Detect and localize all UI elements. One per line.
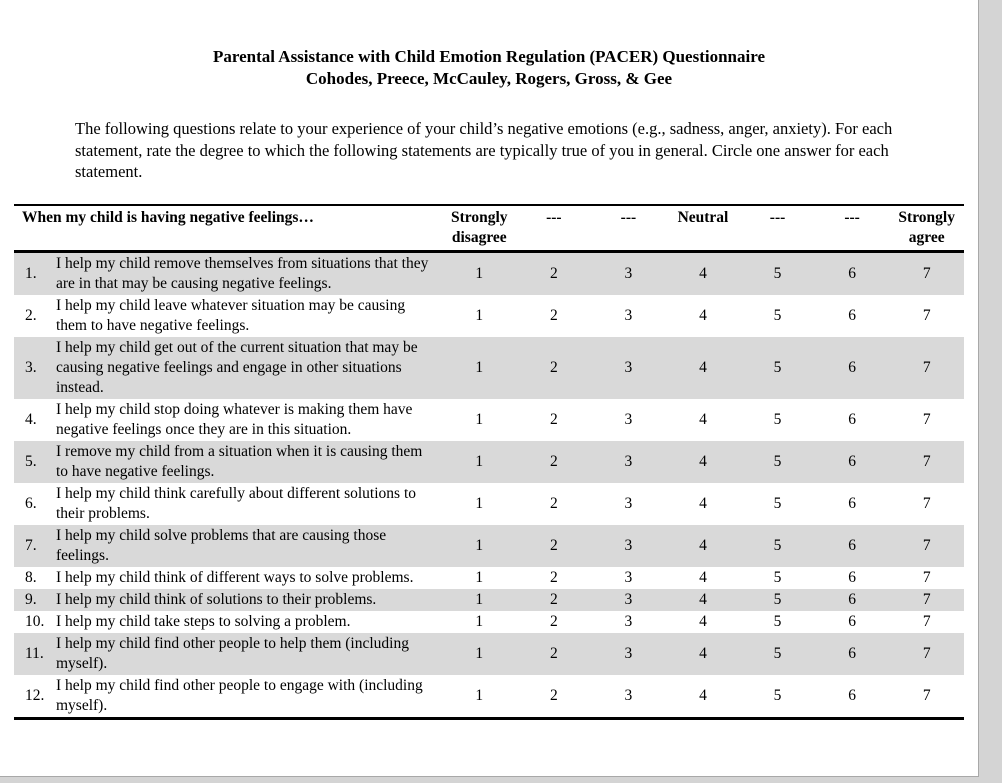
doc-title: Parental Assistance with Child Emotion Regulation (PACER) Questionnaire (212, 47, 766, 66)
question-number: 8. (25, 568, 37, 586)
rating-option-2[interactable]: 2 (549, 644, 558, 662)
rating-option-5[interactable]: 5 (773, 494, 782, 512)
rating-option-1[interactable]: 1 (475, 410, 484, 428)
rating-option-2[interactable]: 2 (549, 306, 558, 324)
question-statement: I help my child find other people to help them (including myself). (56, 634, 409, 672)
rating-option-1[interactable]: 1 (475, 264, 484, 282)
rating-option-3[interactable]: 3 (624, 644, 633, 662)
rating-option-6[interactable]: 6 (848, 568, 856, 586)
rating-option-3[interactable]: 3 (624, 358, 633, 376)
question-row (14, 567, 964, 589)
rating-option-5[interactable]: 5 (773, 612, 782, 630)
rating-option-5[interactable]: 5 (773, 686, 782, 704)
rating-option-5[interactable]: 5 (773, 306, 782, 324)
question-row (14, 441, 964, 483)
rating-option-3[interactable]: 3 (624, 536, 633, 554)
question-statement: I help my child remove themselves from situations that they are in that may be causing negative feelings. (56, 254, 429, 292)
rating-option-4[interactable]: 4 (699, 686, 707, 704)
question-row (14, 483, 964, 525)
rating-option-3[interactable]: 3 (624, 452, 633, 470)
rating-option-3[interactable]: 3 (624, 264, 633, 282)
rating-option-2[interactable]: 2 (549, 494, 558, 512)
question-number: 11. (25, 644, 44, 662)
rating-option-1[interactable]: 1 (475, 568, 484, 586)
rating-option-5[interactable]: 5 (773, 358, 782, 376)
rating-option-2[interactable]: 2 (549, 590, 558, 608)
scale-header-dash-2: --- (546, 208, 562, 226)
question-number: 5. (25, 452, 37, 470)
doc-authors: Cohodes, Preece, McCauley, Rogers, Gross, & Gee (305, 69, 673, 88)
rating-option-4[interactable]: 4 (699, 358, 707, 376)
rating-option-1[interactable]: 1 (475, 358, 484, 376)
rating-option-4[interactable]: 4 (699, 612, 707, 630)
rating-option-6[interactable]: 6 (848, 494, 856, 512)
title-block (0, 46, 978, 90)
rating-option-7[interactable]: 7 (922, 590, 931, 608)
rating-option-5[interactable]: 5 (773, 264, 782, 282)
rating-option-5[interactable]: 5 (773, 590, 782, 608)
rating-option-6[interactable]: 6 (848, 686, 856, 704)
rating-option-7[interactable]: 7 (922, 264, 931, 282)
statement-header: When my child is having negative feelings… (22, 208, 314, 226)
rating-option-1[interactable]: 1 (475, 494, 484, 512)
rating-option-6[interactable]: 6 (848, 590, 856, 608)
question-number: 3. (25, 358, 37, 376)
rating-option-2[interactable]: 2 (549, 686, 558, 704)
question-statement: I help my child think carefully about different solutions to their problems. (56, 484, 417, 522)
question-row (14, 399, 964, 441)
scale-header-dash-5: --- (769, 208, 786, 226)
rating-option-7[interactable]: 7 (922, 612, 931, 630)
rating-option-7[interactable]: 7 (922, 410, 931, 428)
question-number: 2. (25, 306, 37, 324)
scale-header-neutral: Neutral (677, 208, 729, 226)
question-statement: I help my child leave whatever situation may be causing them to have negative feelings. (56, 296, 406, 334)
rating-option-4[interactable]: 4 (699, 410, 707, 428)
rating-option-7[interactable]: 7 (922, 536, 931, 554)
rating-option-5[interactable]: 5 (773, 644, 782, 662)
rating-option-6[interactable]: 6 (848, 306, 856, 324)
rating-option-4[interactable]: 4 (699, 536, 707, 554)
question-row (14, 633, 964, 675)
question-number: 9. (25, 590, 37, 608)
rating-option-4[interactable]: 4 (699, 568, 707, 586)
scale-header-dash-6: --- (844, 208, 860, 226)
question-row (14, 337, 964, 399)
question-number: 6. (25, 494, 37, 512)
questionnaire-table (14, 204, 964, 720)
rating-option-2[interactable]: 2 (549, 264, 558, 282)
rating-option-2[interactable]: 2 (549, 452, 558, 470)
scale-header-strongly-agree: Strongly agree (898, 208, 955, 246)
question-row (14, 589, 964, 611)
question-rows (14, 251, 964, 718)
rating-option-5[interactable]: 5 (773, 452, 782, 470)
rating-option-1[interactable]: 1 (475, 612, 484, 630)
question-statement: I help my child think of solutions to their problems. (56, 590, 377, 608)
scale-header-dash-3: --- (620, 208, 637, 226)
rating-option-7[interactable]: 7 (922, 686, 931, 704)
question-row (14, 251, 964, 295)
rating-option-1[interactable]: 1 (475, 306, 484, 324)
rating-option-3[interactable]: 3 (624, 494, 633, 512)
rating-option-1[interactable]: 1 (475, 590, 484, 608)
rating-option-4[interactable]: 4 (699, 306, 707, 324)
question-statement: I help my child stop doing whatever is making them have negative feelings once they are in this situation. (56, 400, 413, 438)
intro-paragraph: The following questions relate to your experience of your child’s negative emotions (e.g., sadness, anger, anxiety). For each statement, rate the degree to which the following statements are typically true of you in general. Circle one answer for each statement. (75, 119, 893, 181)
question-number: 4. (25, 410, 37, 428)
rating-option-6[interactable]: 6 (848, 358, 856, 376)
rating-option-7[interactable]: 7 (922, 358, 931, 376)
question-row (14, 675, 964, 719)
rating-option-4[interactable]: 4 (699, 452, 707, 470)
rating-option-1[interactable]: 1 (475, 536, 484, 554)
rating-option-5[interactable]: 5 (773, 568, 782, 586)
question-statement: I help my child get out of the current situation that may be causing negative feelings and engage in other situations instead. (56, 338, 418, 396)
rating-option-4[interactable]: 4 (699, 590, 707, 608)
rating-option-7[interactable]: 7 (922, 306, 931, 324)
rating-option-3[interactable]: 3 (624, 410, 633, 428)
rating-option-1[interactable]: 1 (475, 686, 484, 704)
question-row (14, 525, 964, 567)
rating-option-6[interactable]: 6 (848, 536, 856, 554)
rating-option-3[interactable]: 3 (624, 590, 633, 608)
rating-option-3[interactable]: 3 (624, 612, 633, 630)
question-statement: I help my child think of different ways to solve problems. (56, 568, 414, 586)
rating-option-6[interactable]: 6 (848, 612, 856, 630)
rating-option-7[interactable]: 7 (922, 644, 931, 662)
rating-option-6[interactable]: 6 (848, 452, 856, 470)
scale-header-strongly-disagree: Strongly disagree (451, 208, 508, 246)
question-number: 10. (25, 612, 45, 630)
rating-option-4[interactable]: 4 (699, 644, 707, 662)
rating-option-2[interactable]: 2 (549, 568, 558, 586)
question-statement: I help my child take steps to solving a problem. (56, 612, 351, 630)
rating-option-6[interactable]: 6 (848, 410, 856, 428)
question-row (14, 295, 964, 337)
rating-option-7[interactable]: 7 (922, 568, 931, 586)
rating-option-3[interactable]: 3 (624, 686, 633, 704)
rating-option-2[interactable]: 2 (549, 410, 558, 428)
rating-option-2[interactable]: 2 (549, 612, 558, 630)
question-row (14, 611, 964, 633)
rating-option-6[interactable]: 6 (848, 644, 856, 662)
rating-option-5[interactable]: 5 (773, 536, 782, 554)
rating-option-1[interactable]: 1 (475, 452, 484, 470)
rating-option-7[interactable]: 7 (922, 494, 931, 512)
rating-option-2[interactable]: 2 (549, 536, 558, 554)
rating-option-5[interactable]: 5 (773, 410, 782, 428)
question-statement: I help my child find other people to engage with (including myself). (56, 676, 423, 714)
rating-option-3[interactable]: 3 (624, 568, 633, 586)
rating-option-3[interactable]: 3 (624, 306, 633, 324)
rating-option-4[interactable]: 4 (699, 264, 707, 282)
question-number: 7. (25, 536, 37, 554)
question-statement: I help my child solve problems that are causing those feelings. (56, 526, 387, 564)
question-statement: I remove my child from a situation when it is causing them to have negative feelings. (56, 442, 423, 480)
rating-option-6[interactable]: 6 (848, 264, 856, 282)
question-number: 12. (25, 686, 45, 704)
rating-option-2[interactable]: 2 (549, 358, 558, 376)
table-header-row (14, 205, 964, 252)
question-number: 1. (25, 264, 37, 282)
rating-option-1[interactable]: 1 (475, 644, 484, 662)
rating-option-7[interactable]: 7 (922, 452, 931, 470)
rating-option-4[interactable]: 4 (699, 494, 707, 512)
